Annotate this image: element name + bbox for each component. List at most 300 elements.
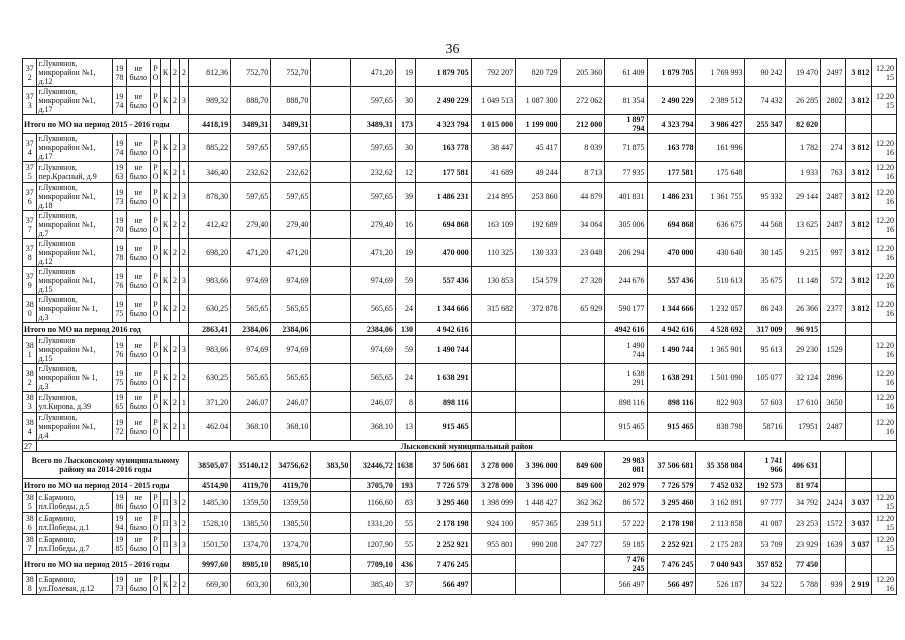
table-cell: 35 675 <box>745 267 785 295</box>
table-cell: 65 929 <box>560 295 605 323</box>
table-cell: 1 <box>179 162 188 183</box>
table-cell: 1 490 744 <box>415 336 471 364</box>
table-cell: 406 631 <box>785 452 821 479</box>
table-cell: 7 452 032 <box>696 479 745 492</box>
table-cell <box>845 555 872 574</box>
table-cell: 255 347 <box>745 115 785 134</box>
table-cell: не было <box>126 413 150 441</box>
table-cell: г.Лукоянов, микрорайон № 1, д.3 <box>37 364 113 392</box>
table-cell <box>845 413 872 441</box>
table-cell: 565,65 <box>351 364 396 392</box>
table-cell: 11 148 <box>785 267 821 295</box>
table-cell: 888,70 <box>271 87 311 115</box>
table-cell: 1331,20 <box>351 513 396 534</box>
table-cell: 12.20 16 <box>872 392 897 413</box>
table-cell: 4514,90 <box>188 479 230 492</box>
table-cell: 12.20 15 <box>872 87 897 115</box>
table-cell: 16 <box>395 211 415 239</box>
table-cell: г.Лукоянов, ул.Кирова, д.39 <box>37 392 113 413</box>
table-cell: не было <box>126 134 150 162</box>
table-cell: 8 039 <box>560 134 605 162</box>
table-cell: 401 831 <box>605 183 647 211</box>
table-cell: 2 <box>171 239 180 267</box>
table-cell: г.Лукоянов, микрорайон №1, д.17 <box>37 134 113 162</box>
table-cell: 1 486 231 <box>415 183 471 211</box>
table-cell: 279,40 <box>271 211 311 239</box>
table-cell: 38 5 <box>23 492 37 513</box>
table-cell: К <box>161 336 171 364</box>
table-cell: Р О <box>151 183 161 211</box>
table-cell: 206 294 <box>605 239 647 267</box>
table-cell: 279,40 <box>231 211 271 239</box>
table-cell: 3 037 <box>845 534 872 555</box>
table-cell: 7 726 579 <box>647 479 696 492</box>
table-cell: 2 <box>171 87 180 115</box>
table-cell: 1 486 231 <box>647 183 696 211</box>
table-cell: 7 476 245 <box>415 555 471 574</box>
table-cell: 630,25 <box>188 295 230 323</box>
table-cell: 39 <box>395 183 415 211</box>
table-cell: 71 875 <box>605 134 647 162</box>
table-cell: 1 365 901 <box>696 336 745 364</box>
table-cell: 8985,10 <box>231 555 271 574</box>
table-cell: 565,65 <box>271 295 311 323</box>
table-cell: 2487 <box>821 183 845 211</box>
table-cell: 19 76 <box>113 336 126 364</box>
table-cell: 3489,31 <box>351 115 396 134</box>
table-cell <box>311 364 351 392</box>
table-cell: 597,65 <box>271 183 311 211</box>
table-cell: Итого по МО на период 2016 год <box>23 323 189 336</box>
table-cell: 19 75 <box>113 364 126 392</box>
table-cell: 565,65 <box>351 295 396 323</box>
table-cell: 41 689 <box>471 162 516 183</box>
table-cell: К <box>161 162 171 183</box>
table-cell: не было <box>126 392 150 413</box>
table-cell: 1 344 666 <box>415 295 471 323</box>
table-cell: 2487 <box>821 211 845 239</box>
table-cell: 526 187 <box>696 574 745 595</box>
table-cell: 49 244 <box>516 162 561 183</box>
table-cell <box>311 492 351 513</box>
table-cell: 1 769 993 <box>696 59 745 87</box>
table-cell <box>471 392 516 413</box>
table-cell: 2 <box>171 162 180 183</box>
table-cell: 29 983 081 <box>605 452 647 479</box>
table-cell: 55 <box>395 513 415 534</box>
table-cell: 3 <box>179 134 188 162</box>
table-cell <box>311 87 351 115</box>
table-cell: 74 432 <box>745 87 785 115</box>
table-cell: 3 295 460 <box>647 492 696 513</box>
table-cell: 1 501 090 <box>696 364 745 392</box>
table-cell: 19 76 <box>113 267 126 295</box>
table-cell: 19 70 <box>113 211 126 239</box>
table-cell: 436 <box>395 555 415 574</box>
table-cell: 35 358 084 <box>696 452 745 479</box>
table-cell: 471,20 <box>271 239 311 267</box>
table-cell <box>560 574 605 595</box>
table-cell: 19 94 <box>113 513 126 534</box>
table-cell: 362 362 <box>560 492 605 513</box>
table-cell: 898 116 <box>647 392 696 413</box>
table-cell <box>845 323 872 336</box>
table-cell: 3 396 000 <box>516 479 561 492</box>
table-cell: 3489,31 <box>231 115 271 134</box>
table-cell <box>471 413 516 441</box>
table-cell: 163 778 <box>415 134 471 162</box>
table-cell: 12.20 15 <box>872 534 897 555</box>
table-cell: 53 709 <box>745 534 785 555</box>
table-cell: не было <box>126 574 150 595</box>
table-cell: 2896 <box>821 364 845 392</box>
table-cell: 510 613 <box>696 267 745 295</box>
table-cell: 214 895 <box>471 183 516 211</box>
table-cell <box>845 392 872 413</box>
table-cell: 3 812 <box>845 87 872 115</box>
table-row <box>23 492 897 513</box>
table-cell: 315 682 <box>471 295 516 323</box>
table-cell: Всего по Лысковскому муниципальному району на 2014-2016 годы <box>23 452 189 479</box>
table-cell: Р О <box>151 534 161 555</box>
table-cell: 2 178 198 <box>647 513 696 534</box>
table-row <box>23 364 897 392</box>
table-cell: 849 600 <box>560 479 605 492</box>
table-cell: 95 613 <box>745 336 785 364</box>
table-row <box>23 574 897 595</box>
table-cell <box>516 392 561 413</box>
table-cell: 939 <box>821 574 845 595</box>
table-cell: 3 396 000 <box>516 452 561 479</box>
table-cell: 57 222 <box>605 513 647 534</box>
table-cell: 1572 <box>821 513 845 534</box>
table-cell: 19 78 <box>113 239 126 267</box>
table-cell: 957 365 <box>516 513 561 534</box>
table-cell: 8 <box>395 392 415 413</box>
table-cell <box>311 59 351 87</box>
table-cell: 38 447 <box>471 134 516 162</box>
table-cell: 2 <box>179 295 188 323</box>
table-cell: 96 915 <box>785 323 821 336</box>
table-cell: 212 000 <box>560 115 605 134</box>
table-cell <box>560 413 605 441</box>
table-cell: 12.20 15 <box>872 513 897 534</box>
table-cell: П <box>161 513 171 534</box>
table-cell <box>311 534 351 555</box>
table-cell: 3 <box>171 492 180 513</box>
table-cell <box>872 555 897 574</box>
table-cell: 2 113 858 <box>696 513 745 534</box>
table-cell: Итого по МО на период 2014 - 2015 годы <box>23 479 189 492</box>
table-body <box>23 59 897 595</box>
table-cell: 24 <box>395 295 415 323</box>
table-cell: 371,20 <box>188 392 230 413</box>
table-cell: К <box>161 59 171 87</box>
table-cell: 232,62 <box>231 162 271 183</box>
table-cell: 1374,70 <box>231 534 271 555</box>
table-cell: 38505,07 <box>188 452 230 479</box>
table-cell: 4 942 616 <box>647 323 696 336</box>
table-cell: 3 <box>179 267 188 295</box>
table-cell: с.Бармино, пл.Победы, д.5 <box>37 492 113 513</box>
table-cell: 7 476 245 <box>647 555 696 574</box>
table-cell <box>471 574 516 595</box>
table-cell: 368.10 <box>351 413 396 441</box>
table-cell: 2 <box>171 267 180 295</box>
table-cell <box>845 364 872 392</box>
table-cell: 1 015 000 <box>471 115 516 134</box>
table-cell: К <box>161 134 171 162</box>
table-cell: К <box>161 211 171 239</box>
table-cell <box>311 267 351 295</box>
table-cell: П <box>161 534 171 555</box>
table-cell: 572 <box>821 267 845 295</box>
table-cell: не было <box>126 183 150 211</box>
table-row <box>23 534 897 555</box>
table-cell: 669,30 <box>188 574 230 595</box>
table-cell: 1 638 291 <box>605 364 647 392</box>
table-cell: П <box>161 492 171 513</box>
table-cell: 4 942 616 <box>415 323 471 336</box>
table-cell: 812,36 <box>188 59 230 87</box>
table-cell: 305 006 <box>605 211 647 239</box>
table-row <box>23 162 897 183</box>
table-cell: 1485,30 <box>188 492 230 513</box>
table-cell: 8 713 <box>560 162 605 183</box>
table-cell: 412,42 <box>188 211 230 239</box>
table-cell: 603,30 <box>231 574 271 595</box>
table-cell: 2 252 921 <box>647 534 696 555</box>
table-cell: 247 727 <box>560 534 605 555</box>
table-cell: 1385,50 <box>231 513 271 534</box>
table-cell: 3 812 <box>845 162 872 183</box>
table-cell <box>311 555 351 574</box>
table-cell: 1 490 744 <box>647 336 696 364</box>
table-cell: 23 253 <box>785 513 821 534</box>
table-cell: 4119,70 <box>271 479 311 492</box>
table-cell <box>311 183 351 211</box>
table-cell: 12.20 15 <box>872 59 897 87</box>
table-cell: 19 73 <box>113 183 126 211</box>
table-cell: 24 <box>395 364 415 392</box>
table-cell: 12.20 16 <box>872 413 897 441</box>
table-cell: 471,20 <box>351 59 396 87</box>
table-cell: 86 243 <box>745 295 785 323</box>
table-cell: 2 <box>171 295 180 323</box>
table-cell: 38 7 <box>23 534 37 555</box>
table-cell: Р О <box>151 162 161 183</box>
table-cell: Р О <box>151 492 161 513</box>
table-cell: 2 <box>179 513 188 534</box>
table-cell: 3 812 <box>845 134 872 162</box>
table-cell <box>560 364 605 392</box>
table-cell: 7 476 245 <box>605 555 647 574</box>
table-cell: 430 640 <box>696 239 745 267</box>
table-cell: 915 465 <box>415 413 471 441</box>
table-cell: 12.20 16 <box>872 364 897 392</box>
table-cell: 34 064 <box>560 211 605 239</box>
table-cell: 37 7 <box>23 211 37 239</box>
table-cell: 2384,06 <box>351 323 396 336</box>
table-row <box>23 267 897 295</box>
table-cell: 173 <box>395 115 415 134</box>
table-cell: 2 <box>171 336 180 364</box>
table-cell: 385,40 <box>351 574 396 595</box>
table-cell: 244 676 <box>605 267 647 295</box>
table-cell: 38 3 <box>23 392 37 413</box>
table-row <box>23 134 897 162</box>
table-cell <box>471 364 516 392</box>
table-cell: 32 124 <box>785 364 821 392</box>
table-cell: 3 162 891 <box>696 492 745 513</box>
table-cell: Итого по МО на период 2015 - 2016 годы <box>23 115 189 134</box>
table-cell: 19 72 <box>113 413 126 441</box>
table-cell <box>311 295 351 323</box>
table-cell: 974,69 <box>231 336 271 364</box>
table-cell: 2 <box>171 574 180 595</box>
table-cell: не было <box>126 295 150 323</box>
table-cell: 1638 <box>395 452 415 479</box>
table-cell: 357 852 <box>745 555 785 574</box>
table-cell: 2 <box>171 364 180 392</box>
table-cell: 34 522 <box>745 574 785 595</box>
table-cell: 23 929 <box>785 534 821 555</box>
table-cell: 7 726 579 <box>415 479 471 492</box>
table-cell: г.Лукоянов, микрорайон № 1, д.3 <box>37 295 113 323</box>
table-cell: 1 638 291 <box>647 364 696 392</box>
table-cell: 59 <box>395 336 415 364</box>
table-cell: 1385,50 <box>271 513 311 534</box>
table-cell: 974,69 <box>351 267 396 295</box>
table-cell: г.Лукоянов, микрорайон №1, д.7 <box>37 211 113 239</box>
table-cell: Р О <box>151 267 161 295</box>
table-cell: 694 868 <box>647 211 696 239</box>
table-cell: 8985,10 <box>271 555 311 574</box>
table-cell <box>311 479 351 492</box>
table-cell: 3 812 <box>845 59 872 87</box>
table-cell <box>872 323 897 336</box>
total-row <box>23 115 897 134</box>
table-cell: г.Лукоянов, микрорайон №1, д.4 <box>37 413 113 441</box>
total-row <box>23 479 897 492</box>
table-cell: 3 037 <box>845 513 872 534</box>
table-cell <box>872 115 897 134</box>
table-cell: 12.20 16 <box>872 134 897 162</box>
table-cell <box>560 392 605 413</box>
table-cell: 792 207 <box>471 59 516 87</box>
table-cell: 38 6 <box>23 513 37 534</box>
table-cell: 1501,50 <box>188 534 230 555</box>
table-row <box>23 392 897 413</box>
table-cell: 110 325 <box>471 239 516 267</box>
table-cell: 1359,50 <box>271 492 311 513</box>
table-cell: 30 145 <box>745 239 785 267</box>
table-cell: 471,20 <box>351 239 396 267</box>
table-cell: 752,70 <box>231 59 271 87</box>
table-cell <box>311 392 351 413</box>
table-cell: 19 78 <box>113 59 126 87</box>
table-cell: Итого по МО на период 2015 - 2016 годы <box>23 555 189 574</box>
table-cell: 317 009 <box>745 323 785 336</box>
table-cell: 4 323 794 <box>647 115 696 134</box>
table-cell: 368.10 <box>231 413 271 441</box>
table-cell: 1 933 <box>785 162 821 183</box>
table-cell: 597,65 <box>351 134 396 162</box>
table-row <box>23 413 897 441</box>
table-cell: 12.20 16 <box>872 211 897 239</box>
table-cell <box>516 336 561 364</box>
table-cell: 19 65 <box>113 392 126 413</box>
table-cell: г.Лукоянов, микрорайон №1, д.12 <box>37 59 113 87</box>
table-cell: Р О <box>151 574 161 595</box>
table-cell <box>845 452 872 479</box>
table-cell: 566 497 <box>647 574 696 595</box>
table-cell: 838 798 <box>696 413 745 441</box>
table-row <box>23 59 897 87</box>
total-row <box>23 555 897 574</box>
table-cell: 77 450 <box>785 555 821 574</box>
table-cell: 2 <box>171 59 180 87</box>
table-cell: 3 <box>171 534 180 555</box>
table-cell: 37 <box>395 574 415 595</box>
table-cell: не было <box>126 513 150 534</box>
table-cell: 3705,70 <box>351 479 396 492</box>
table-cell: 77 935 <box>605 162 647 183</box>
table-cell <box>821 323 845 336</box>
table-cell: 2 175 283 <box>696 534 745 555</box>
table-cell: 19 75 <box>113 295 126 323</box>
table-cell: 205 360 <box>560 59 605 87</box>
table-cell: 5 788 <box>785 574 821 595</box>
table-cell: 597,65 <box>231 183 271 211</box>
table-cell: не было <box>126 534 150 555</box>
table-cell: 2 <box>179 364 188 392</box>
table-cell: 192 573 <box>745 479 785 492</box>
table-cell: 566 497 <box>605 574 647 595</box>
table-cell: 3 <box>171 513 180 534</box>
table-cell: не было <box>126 211 150 239</box>
table-cell: 58716 <box>745 413 785 441</box>
table-cell <box>311 134 351 162</box>
table-cell: 26 285 <box>785 87 821 115</box>
table-cell: К <box>161 574 171 595</box>
table-cell: 2 <box>171 211 180 239</box>
table-cell: 3 037 <box>845 492 872 513</box>
table-cell: 590 177 <box>605 295 647 323</box>
table-cell: 1 344 666 <box>647 295 696 323</box>
table-cell: 37 6 <box>23 183 37 211</box>
table-cell: 17951 <box>785 413 821 441</box>
table-cell: 12.20 16 <box>872 162 897 183</box>
table-cell: 12.20 16 <box>872 295 897 323</box>
table-cell: 1 897 794 <box>605 115 647 134</box>
table-cell: 878,30 <box>188 183 230 211</box>
table-cell: 1374,70 <box>271 534 311 555</box>
table-cell: 752,70 <box>271 59 311 87</box>
table-cell: 279,40 <box>351 211 396 239</box>
table-cell: 470 000 <box>647 239 696 267</box>
table-cell: 1 398 099 <box>471 492 516 513</box>
table-cell <box>311 513 351 534</box>
table-cell: 82 020 <box>785 115 821 134</box>
table-cell: 55 <box>395 534 415 555</box>
housing-repair-table <box>22 58 897 595</box>
table-cell <box>560 336 605 364</box>
table-cell <box>471 336 516 364</box>
table-cell: 2 <box>171 392 180 413</box>
table-row <box>23 211 897 239</box>
table-cell: не было <box>126 162 150 183</box>
